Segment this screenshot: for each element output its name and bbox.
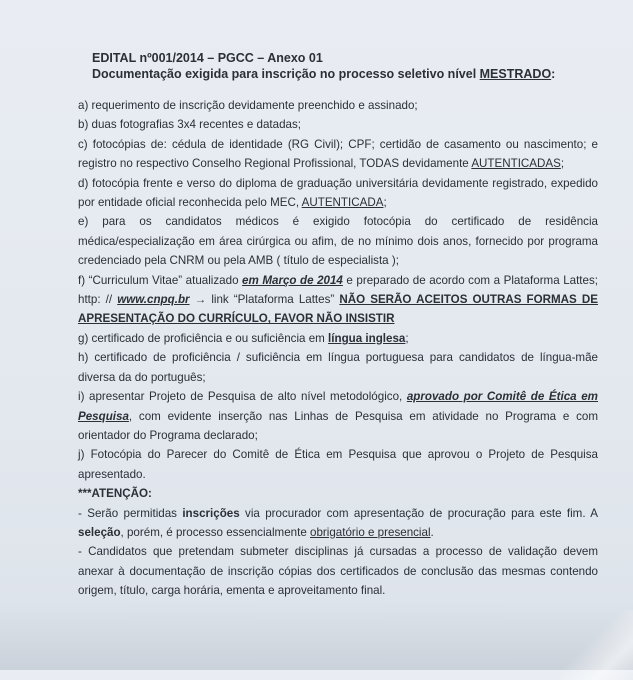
item-c-text: c) fotocópias de: cédula de identidade (RG Civil); CPF; certidão de casamento ou nascimento; e registro no respectivo Conselho Regional Profissional, TODAS devidamente <box>78 137 598 171</box>
note-1-bold-1: inscrições <box>182 506 240 520</box>
item-f-link: → link “Plataforma Lattes” <box>189 293 340 307</box>
note-1-mid-2: , porém, é processo essencialmente <box>120 525 311 539</box>
edital-subtitle <box>92 66 612 82</box>
item-b: b) duas fotografias 3x4 recentes e datadas; <box>78 118 301 132</box>
item-f-mid: e preparado de acordo com a Plataforma Lattes; http: // <box>78 273 598 307</box>
item-j: j) Fotocópia do Parecer do Comitê de Ética em Pesquisa que aprovou o Projeto de Pesquisa apresentado. <box>78 448 598 481</box>
item-a: a) requerimento de inscrição devidamente preenchido e assinado; <box>78 99 418 112</box>
item-d <box>78 174 598 213</box>
item-e: e) para os candidatos médicos é exigido fotocópia do certificado de residência médica/especialização em área cirúrgica ou afim, de no mínimo dois anos, fornecido por programa credenciado pela CNRM ou pela AMB ( título de especialista ); <box>78 215 598 268</box>
document-header <box>92 50 612 82</box>
item-d-emphasis: AUTENTICADA <box>301 196 384 210</box>
item-f-warning: NÃO SERÃO ACEITOS OUTRAS FORMAS DE APRESENTAÇÃO DO CURRÍCULO, FAVOR NÃO INSISTIR <box>78 293 598 326</box>
item-g-text: g) certificado de proficiência e ou suficiência em <box>78 331 329 345</box>
item-f-url: www.cnpq.br <box>117 293 190 307</box>
attention-note-2: - Candidatos que pretendam submeter disciplinas já cursadas a processo de validação devem anexar à documentação de inscrição cópias dos certificados de conclusão das mesmas contendo origem, título, carga horária, ementa e aproveitamento final. <box>78 545 598 598</box>
item-i-end: , com evidente inserção nas Linhas de Pesquisa em atividade no Programa e com orientador do Programa declarado; <box>78 409 598 442</box>
item-h: h) certificado de proficiência / suficiência em língua portuguesa para candidatos de língua-mãe diversa da do português; <box>78 351 598 384</box>
note-1-mid: via procurador com apresentação de procuração para este fim. A <box>239 506 598 520</box>
note-1-end: . <box>430 525 434 539</box>
item-g-end: ; <box>405 331 409 345</box>
item-d-text: d) fotocópia frente e verso do diploma de graduação universitária devidamente registrado, expedido por entidade oficial reconhecida pelo MEC, <box>78 176 598 210</box>
item-d-end: ; <box>383 196 387 210</box>
item-g <box>78 329 598 348</box>
item-i <box>78 387 598 445</box>
item-c-end: ; <box>560 157 565 171</box>
item-c-emphasis: AUTENTICADAS <box>471 157 561 171</box>
item-i-text: i) apresentar Projeto de Pesquisa de alto nível metodológico, <box>78 390 407 404</box>
note-1-bold-2: seleção <box>78 525 121 539</box>
note-1-underline: obrigatório e presencial <box>310 525 431 539</box>
requirements-list <box>78 96 598 601</box>
attention-title: ***ATENÇÃO: <box>78 487 152 501</box>
item-c <box>78 135 598 174</box>
item-i-emphasis: aprovado por Comitê de Ética em Pesquisa <box>78 390 598 423</box>
item-g-language: língua inglesa <box>328 331 406 345</box>
subtitle-text: Documentação exigida para inscrição no processo seletivo nível <box>92 67 480 81</box>
subtitle-colon: : <box>551 67 556 81</box>
item-f <box>78 271 598 329</box>
subtitle-level: MESTRADO <box>479 67 552 81</box>
page-shadow <box>0 600 633 670</box>
note-1-text: - Serão permitidas <box>78 506 183 520</box>
edital-title: EDITAL nº001/2014 – PGCC – Anexo 01 <box>92 51 323 65</box>
item-f-date: em Março de 2014 <box>242 273 343 287</box>
item-f-text: f) “Curriculum Vitae” atualizado <box>78 273 243 287</box>
attention-note-1 <box>78 504 598 543</box>
